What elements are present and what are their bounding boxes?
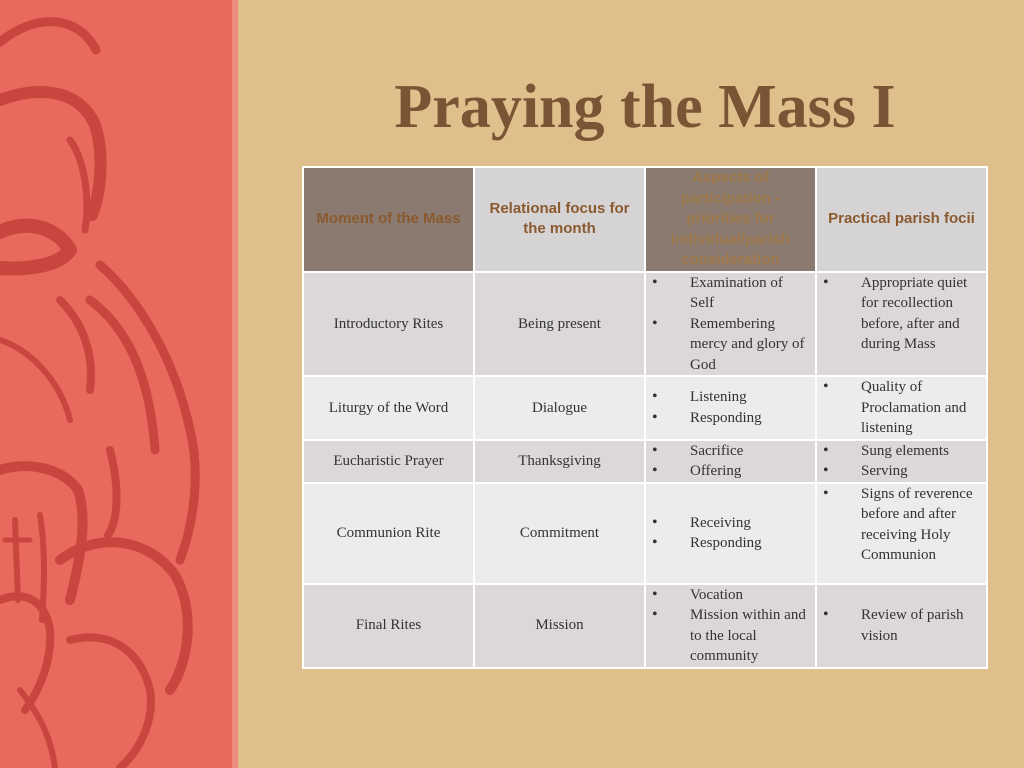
cell-practical [816,483,987,584]
table-row [303,376,987,440]
cell-moment: Eucharistic Prayer [303,440,474,483]
cell-focus: Mission [474,584,645,668]
header-aspects: Aspects of participation - priorities for individual/parish consideration [645,167,816,272]
list-item: • Mission within and to the local community [646,605,807,667]
cell-aspects [645,376,816,440]
table-row [303,272,987,377]
cell-practical [816,376,987,440]
cell-practical [816,440,987,483]
list-item: • Examination of Self [646,273,807,314]
cell-focus: Dialogue [474,376,645,440]
table-row [303,440,987,483]
list-item: • Sacrifice [646,441,807,462]
header-relational-focus: Relational focus for the month [474,167,645,272]
list-item: • Remembering mercy and glory of God [646,314,807,376]
side-band [0,0,232,768]
cell-aspects [645,584,816,668]
list-item: • Vocation [646,585,807,606]
list-item: • Offering [646,461,807,482]
list-item: • Serving [817,461,978,482]
cell-moment: Communion Rite [303,483,474,584]
cell-practical [816,584,987,668]
mass-table [302,166,988,669]
list-item: • Responding [646,533,807,554]
table-row [303,584,987,668]
list-item: • Review of parish vision [817,605,978,646]
cell-practical [816,272,987,377]
cell-aspects [645,483,816,584]
slide-title: Praying the Mass I [394,73,896,141]
list-item: • Responding [646,408,807,429]
header-moment: Moment of the Mass [303,167,474,272]
cell-aspects [645,440,816,483]
list-item: • Appropriate quiet for recollection before, after and during Mass [817,273,978,355]
table-header-row [303,167,987,272]
cell-focus: Thanksgiving [474,440,645,483]
cell-moment: Introductory Rites [303,272,474,377]
cell-focus: Commitment [474,483,645,584]
praying-figure-illustration [0,0,232,768]
list-item: • Sung elements [817,441,978,462]
cell-moment: Final Rites [303,584,474,668]
cell-aspects [645,272,816,377]
header-practical: Practical parish focii [816,167,987,272]
list-item: • Receiving [646,513,807,534]
list-item: • Quality of Proclamation and listening [817,377,978,439]
list-item: • Listening [646,387,807,408]
cell-moment: Liturgy of the Word [303,376,474,440]
side-band-edge [232,0,238,768]
cell-focus: Being present [474,272,645,377]
list-item: • Signs of reverence before and after receiving Holy Communion [817,484,978,566]
table-row [303,483,987,584]
